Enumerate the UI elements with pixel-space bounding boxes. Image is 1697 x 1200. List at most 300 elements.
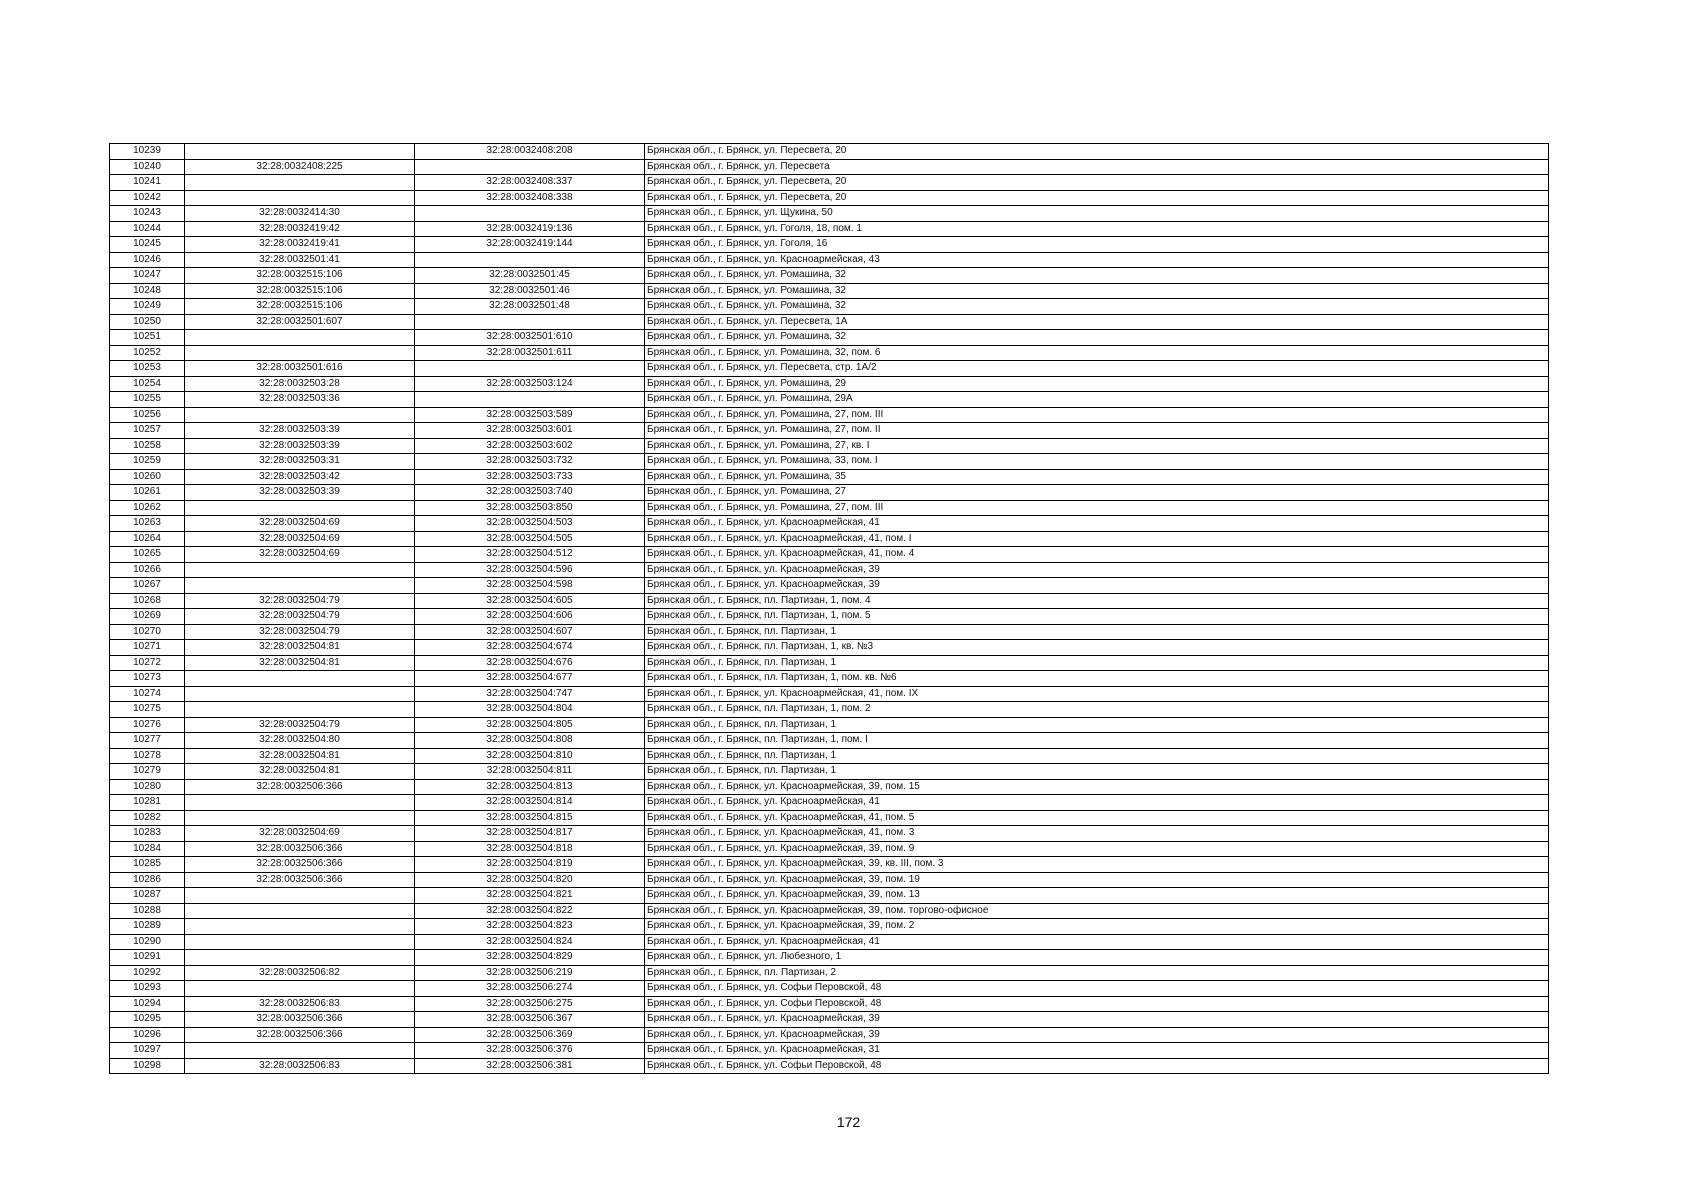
parcel-number-cell: 32:28:0032506:83 [185, 996, 415, 1012]
address-cell: Брянская обл., г. Брянск, ул. Ромашина, 35 [645, 469, 1549, 485]
object-number-cell: 32:28:0032504:598 [415, 578, 645, 594]
address-cell: Брянская обл., г. Брянск, ул. Красноармейская, 39 [645, 578, 1549, 594]
row-number-cell: 10272 [110, 655, 185, 671]
object-number-cell [415, 206, 645, 222]
address-cell: Брянская обл., г. Брянск, пл. Партизан, 1, пом. I [645, 733, 1549, 749]
address-cell: Брянская обл., г. Брянск, ул. Софьи Перовской, 48 [645, 981, 1549, 997]
object-number-cell: 32:28:0032408:337 [415, 175, 645, 191]
row-number-cell: 10298 [110, 1058, 185, 1074]
row-number-cell: 10258 [110, 438, 185, 454]
parcel-number-cell [185, 702, 415, 718]
row-number-cell: 10249 [110, 299, 185, 315]
parcel-number-cell [185, 888, 415, 904]
object-number-cell: 32:28:0032504:804 [415, 702, 645, 718]
parcel-number-cell: 32:28:0032504:79 [185, 609, 415, 625]
row-number-cell: 10243 [110, 206, 185, 222]
parcel-number-cell: 32:28:0032419:42 [185, 221, 415, 237]
parcel-number-cell [185, 190, 415, 206]
address-cell: Брянская обл., г. Брянск, ул. Щукина, 50 [645, 206, 1549, 222]
address-cell: Брянская обл., г. Брянск, ул. Ромашина, 32, пом. 6 [645, 345, 1549, 361]
object-number-cell [415, 361, 645, 377]
table-row [110, 1012, 1549, 1028]
parcel-number-cell: 32:28:0032506:366 [185, 857, 415, 873]
registry-table-body [110, 144, 1549, 1074]
object-number-cell: 32:28:0032504:503 [415, 516, 645, 532]
row-number-cell: 10251 [110, 330, 185, 346]
parcel-number-cell: 32:28:0032506:366 [185, 1027, 415, 1043]
parcel-number-cell [185, 686, 415, 702]
parcel-number-cell: 32:28:0032506:82 [185, 965, 415, 981]
table-row [110, 190, 1549, 206]
address-cell: Брянская обл., г. Брянск, пл. Партизан, 1, пом. 5 [645, 609, 1549, 625]
object-number-cell: 32:28:0032503:733 [415, 469, 645, 485]
row-number-cell: 10247 [110, 268, 185, 284]
table-row [110, 314, 1549, 330]
object-number-cell: 32:28:0032504:819 [415, 857, 645, 873]
row-number-cell: 10271 [110, 640, 185, 656]
object-number-cell: 32:28:0032504:815 [415, 810, 645, 826]
address-cell: Брянская обл., г. Брянск, ул. Красноармейская, 41 [645, 795, 1549, 811]
table-row [110, 903, 1549, 919]
table-row [110, 934, 1549, 950]
row-number-cell: 10262 [110, 500, 185, 516]
table-row [110, 330, 1549, 346]
parcel-number-cell [185, 950, 415, 966]
table-row [110, 237, 1549, 253]
row-number-cell: 10283 [110, 826, 185, 842]
address-cell: Брянская обл., г. Брянск, ул. Гоголя, 18, пом. 1 [645, 221, 1549, 237]
row-number-cell: 10267 [110, 578, 185, 594]
address-cell: Брянская обл., г. Брянск, ул. Ромашина, 27, кв. I [645, 438, 1549, 454]
table-row [110, 392, 1549, 408]
object-number-cell: 32:28:0032504:814 [415, 795, 645, 811]
table-row [110, 795, 1549, 811]
object-number-cell: 32:28:0032408:208 [415, 144, 645, 160]
address-cell: Брянская обл., г. Брянск, ул. Ромашина, 27, пом. II [645, 423, 1549, 439]
parcel-number-cell: 32:28:0032503:28 [185, 376, 415, 392]
object-number-cell: 32:28:0032501:46 [415, 283, 645, 299]
table-row [110, 175, 1549, 191]
table-row [110, 841, 1549, 857]
row-number-cell: 10244 [110, 221, 185, 237]
table-row [110, 950, 1549, 966]
address-cell: Брянская обл., г. Брянск, пл. Партизан, 1, пом. 2 [645, 702, 1549, 718]
parcel-number-cell: 32:28:0032408:225 [185, 159, 415, 175]
parcel-number-cell: 32:28:0032504:69 [185, 547, 415, 563]
parcel-number-cell [185, 919, 415, 935]
parcel-number-cell [185, 795, 415, 811]
row-number-cell: 10240 [110, 159, 185, 175]
row-number-cell: 10275 [110, 702, 185, 718]
address-cell: Брянская обл., г. Брянск, пл. Партизан, 1, кв. №3 [645, 640, 1549, 656]
row-number-cell: 10293 [110, 981, 185, 997]
parcel-number-cell: 32:28:0032504:81 [185, 640, 415, 656]
address-cell: Брянская обл., г. Брянск, ул. Ромашина, 33, пом. I [645, 454, 1549, 470]
object-number-cell: 32:28:0032504:605 [415, 593, 645, 609]
address-cell: Брянская обл., г. Брянск, ул. Софьи Перовской, 48 [645, 1058, 1549, 1074]
table-row [110, 764, 1549, 780]
address-cell: Брянская обл., г. Брянск, ул. Красноармейская, 41, пом. 3 [645, 826, 1549, 842]
page-number: 172 [836, 1114, 861, 1130]
address-cell: Брянская обл., г. Брянск, пл. Партизан, 1 [645, 748, 1549, 764]
row-number-cell: 10280 [110, 779, 185, 795]
object-number-cell: 32:28:0032504:606 [415, 609, 645, 625]
parcel-number-cell [185, 144, 415, 160]
object-number-cell: 32:28:0032504:747 [415, 686, 645, 702]
address-cell: Брянская обл., г. Брянск, ул. Ромашина, 32 [645, 330, 1549, 346]
address-cell: Брянская обл., г. Брянск, пл. Партизан, 1 [645, 655, 1549, 671]
row-number-cell: 10268 [110, 593, 185, 609]
table-row [110, 578, 1549, 594]
table-row [110, 996, 1549, 1012]
table-row [110, 1027, 1549, 1043]
address-cell: Брянская обл., г. Брянск, пл. Партизан, 1 [645, 624, 1549, 640]
address-cell: Брянская обл., г. Брянск, ул. Красноармейская, 41, пом. I [645, 531, 1549, 547]
row-number-cell: 10277 [110, 733, 185, 749]
parcel-number-cell: 32:28:0032515:106 [185, 268, 415, 284]
object-number-cell: 32:28:0032503:589 [415, 407, 645, 423]
object-number-cell: 32:28:0032504:677 [415, 671, 645, 687]
table-row [110, 965, 1549, 981]
row-number-cell: 10279 [110, 764, 185, 780]
parcel-number-cell: 32:28:0032501:616 [185, 361, 415, 377]
table-row [110, 733, 1549, 749]
row-number-cell: 10253 [110, 361, 185, 377]
table-row [110, 268, 1549, 284]
table-row [110, 144, 1549, 160]
parcel-number-cell [185, 500, 415, 516]
object-number-cell [415, 392, 645, 408]
address-cell: Брянская обл., г. Брянск, ул. Красноармейская, 39, кв. III, пом. 3 [645, 857, 1549, 873]
parcel-number-cell: 32:28:0032501:41 [185, 252, 415, 268]
parcel-number-cell: 32:28:0032503:42 [185, 469, 415, 485]
parcel-number-cell: 32:28:0032506:366 [185, 841, 415, 857]
table-row [110, 454, 1549, 470]
parcel-number-cell: 32:28:0032503:39 [185, 485, 415, 501]
table-row [110, 624, 1549, 640]
address-cell: Брянская обл., г. Брянск, ул. Пересвета, 20 [645, 144, 1549, 160]
row-number-cell: 10288 [110, 903, 185, 919]
row-number-cell: 10263 [110, 516, 185, 532]
row-number-cell: 10242 [110, 190, 185, 206]
row-number-cell: 10254 [110, 376, 185, 392]
address-cell: Брянская обл., г. Брянск, пл. Партизан, 1 [645, 764, 1549, 780]
table-row [110, 981, 1549, 997]
row-number-cell: 10296 [110, 1027, 185, 1043]
address-cell: Брянская обл., г. Брянск, ул. Красноармейская, 39 [645, 1027, 1549, 1043]
row-number-cell: 10278 [110, 748, 185, 764]
address-cell: Брянская обл., г. Брянск, ул. Красноармейская, 39, пом. 19 [645, 872, 1549, 888]
address-cell: Брянская обл., г. Брянск, ул. Красноармейская, 39, пом. торгово-офисное [645, 903, 1549, 919]
table-row [110, 702, 1549, 718]
row-number-cell: 10264 [110, 531, 185, 547]
row-number-cell: 10289 [110, 919, 185, 935]
row-number-cell: 10261 [110, 485, 185, 501]
object-number-cell: 32:28:0032503:601 [415, 423, 645, 439]
object-number-cell: 32:28:0032506:369 [415, 1027, 645, 1043]
table-row [110, 779, 1549, 795]
table-row [110, 1058, 1549, 1074]
row-number-cell: 10294 [110, 996, 185, 1012]
parcel-number-cell [185, 671, 415, 687]
object-number-cell: 32:28:0032504:607 [415, 624, 645, 640]
object-number-cell: 32:28:0032504:823 [415, 919, 645, 935]
row-number-cell: 10274 [110, 686, 185, 702]
table-row [110, 872, 1549, 888]
table-row [110, 361, 1549, 377]
address-cell: Брянская обл., г. Брянск, ул. Ромашина, 27, пом. III [645, 407, 1549, 423]
parcel-number-cell [185, 330, 415, 346]
table-row [110, 609, 1549, 625]
row-number-cell: 10239 [110, 144, 185, 160]
object-number-cell: 32:28:0032506:381 [415, 1058, 645, 1074]
address-cell: Брянская обл., г. Брянск, ул. Пересвета, стр. 1А/2 [645, 361, 1549, 377]
parcel-number-cell [185, 578, 415, 594]
object-number-cell: 32:28:0032419:144 [415, 237, 645, 253]
row-number-cell: 10291 [110, 950, 185, 966]
parcel-number-cell: 32:28:0032503:31 [185, 454, 415, 470]
parcel-number-cell [185, 981, 415, 997]
table-row [110, 376, 1549, 392]
address-cell: Брянская обл., г. Брянск, ул. Пересвета, 20 [645, 175, 1549, 191]
parcel-number-cell: 32:28:0032506:366 [185, 779, 415, 795]
address-cell: Брянская обл., г. Брянск, ул. Красноармейская, 41, пом. 4 [645, 547, 1549, 563]
address-cell: Брянская обл., г. Брянск, пл. Партизан, 1, пом. кв. №6 [645, 671, 1549, 687]
parcel-number-cell [185, 934, 415, 950]
row-number-cell: 10246 [110, 252, 185, 268]
object-number-cell: 32:28:0032504:817 [415, 826, 645, 842]
row-number-cell: 10265 [110, 547, 185, 563]
row-number-cell: 10259 [110, 454, 185, 470]
object-number-cell [415, 159, 645, 175]
table-row [110, 810, 1549, 826]
address-cell: Брянская обл., г. Брянск, ул. Ромашина, 27, пом. III [645, 500, 1549, 516]
table-row [110, 283, 1549, 299]
table-row [110, 562, 1549, 578]
object-number-cell: 32:28:0032504:813 [415, 779, 645, 795]
table-row [110, 717, 1549, 733]
parcel-number-cell: 32:28:0032414:30 [185, 206, 415, 222]
row-number-cell: 10245 [110, 237, 185, 253]
table-row [110, 252, 1549, 268]
parcel-number-cell: 32:28:0032504:69 [185, 531, 415, 547]
object-number-cell: 32:28:0032504:824 [415, 934, 645, 950]
address-cell: Брянская обл., г. Брянск, ул. Софьи Перовской, 48 [645, 996, 1549, 1012]
parcel-number-cell [185, 407, 415, 423]
table-row [110, 500, 1549, 516]
parcel-number-cell: 32:28:0032504:79 [185, 624, 415, 640]
row-number-cell: 10276 [110, 717, 185, 733]
row-number-cell: 10269 [110, 609, 185, 625]
table-row [110, 516, 1549, 532]
object-number-cell: 32:28:0032501:610 [415, 330, 645, 346]
object-number-cell: 32:28:0032408:338 [415, 190, 645, 206]
table-row [110, 206, 1549, 222]
address-cell: Брянская обл., г. Брянск, ул. Ромашина, 32 [645, 268, 1549, 284]
address-cell: Брянская обл., г. Брянск, ул. Красноармейская, 41, пом. IX [645, 686, 1549, 702]
object-number-cell: 32:28:0032504:829 [415, 950, 645, 966]
row-number-cell: 10248 [110, 283, 185, 299]
address-cell: Брянская обл., г. Брянск, ул. Ромашина, 32 [645, 283, 1549, 299]
table-row [110, 531, 1549, 547]
address-cell: Брянская обл., г. Брянск, ул. Ромашина, 27 [645, 485, 1549, 501]
parcel-number-cell: 32:28:0032504:80 [185, 733, 415, 749]
row-number-cell: 10287 [110, 888, 185, 904]
parcel-number-cell: 32:28:0032504:69 [185, 516, 415, 532]
parcel-number-cell: 32:28:0032504:69 [185, 826, 415, 842]
row-number-cell: 10292 [110, 965, 185, 981]
address-cell: Брянская обл., г. Брянск, ул. Красноармейская, 39, пом. 15 [645, 779, 1549, 795]
parcel-number-cell: 32:28:0032515:106 [185, 299, 415, 315]
object-number-cell: 32:28:0032504:805 [415, 717, 645, 733]
object-number-cell: 32:28:0032503:602 [415, 438, 645, 454]
table-row [110, 423, 1549, 439]
table-row [110, 748, 1549, 764]
parcel-number-cell: 32:28:0032504:79 [185, 593, 415, 609]
row-number-cell: 10266 [110, 562, 185, 578]
table-row [110, 469, 1549, 485]
object-number-cell: 32:28:0032501:48 [415, 299, 645, 315]
table-row [110, 826, 1549, 842]
address-cell: Брянская обл., г. Брянск, ул. Красноармейская, 39, пом. 2 [645, 919, 1549, 935]
row-number-cell: 10290 [110, 934, 185, 950]
object-number-cell: 32:28:0032503:740 [415, 485, 645, 501]
address-cell: Брянская обл., г. Брянск, ул. Ромашина, 29А [645, 392, 1549, 408]
parcel-number-cell: 32:28:0032503:36 [185, 392, 415, 408]
object-number-cell: 32:28:0032504:820 [415, 872, 645, 888]
parcel-number-cell: 32:28:0032503:39 [185, 423, 415, 439]
table-row [110, 407, 1549, 423]
object-number-cell: 32:28:0032504:821 [415, 888, 645, 904]
address-cell: Брянская обл., г. Брянск, ул. Пересвета [645, 159, 1549, 175]
row-number-cell: 10286 [110, 872, 185, 888]
table-row [110, 345, 1549, 361]
table-row [110, 888, 1549, 904]
parcel-number-cell: 32:28:0032515:106 [185, 283, 415, 299]
address-cell: Брянская обл., г. Брянск, ул. Красноармейская, 41 [645, 516, 1549, 532]
registry-table [109, 143, 1549, 1074]
parcel-number-cell: 32:28:0032506:366 [185, 1012, 415, 1028]
object-number-cell: 32:28:0032501:45 [415, 268, 645, 284]
address-cell: Брянская обл., г. Брянск, ул. Любезного, 1 [645, 950, 1549, 966]
parcel-number-cell [185, 562, 415, 578]
row-number-cell: 10285 [110, 857, 185, 873]
parcel-number-cell: 32:28:0032419:41 [185, 237, 415, 253]
table-row [110, 485, 1549, 501]
address-cell: Брянская обл., г. Брянск, ул. Гоголя, 16 [645, 237, 1549, 253]
parcel-number-cell [185, 345, 415, 361]
object-number-cell: 32:28:0032503:850 [415, 500, 645, 516]
object-number-cell: 32:28:0032506:367 [415, 1012, 645, 1028]
parcel-number-cell: 32:28:0032501:607 [185, 314, 415, 330]
row-number-cell: 10270 [110, 624, 185, 640]
table-row [110, 686, 1549, 702]
address-cell: Брянская обл., г. Брянск, ул. Красноармейская, 39 [645, 1012, 1549, 1028]
object-number-cell: 32:28:0032419:136 [415, 221, 645, 237]
object-number-cell: 32:28:0032504:505 [415, 531, 645, 547]
address-cell: Брянская обл., г. Брянск, ул. Красноармейская, 41 [645, 934, 1549, 950]
object-number-cell: 32:28:0032504:811 [415, 764, 645, 780]
row-number-cell: 10295 [110, 1012, 185, 1028]
table-row [110, 438, 1549, 454]
object-number-cell: 32:28:0032501:611 [415, 345, 645, 361]
object-number-cell: 32:28:0032503:124 [415, 376, 645, 392]
parcel-number-cell: 32:28:0032504:81 [185, 748, 415, 764]
object-number-cell: 32:28:0032504:674 [415, 640, 645, 656]
object-number-cell: 32:28:0032506:376 [415, 1043, 645, 1059]
object-number-cell: 32:28:0032506:274 [415, 981, 645, 997]
table-row [110, 1043, 1549, 1059]
object-number-cell: 32:28:0032503:732 [415, 454, 645, 470]
address-cell: Брянская обл., г. Брянск, ул. Пересвета, 1А [645, 314, 1549, 330]
row-number-cell: 10281 [110, 795, 185, 811]
address-cell: Брянская обл., г. Брянск, ул. Красноармейская, 43 [645, 252, 1549, 268]
object-number-cell [415, 314, 645, 330]
parcel-number-cell [185, 175, 415, 191]
table-row [110, 221, 1549, 237]
row-number-cell: 10297 [110, 1043, 185, 1059]
address-cell: Брянская обл., г. Брянск, пл. Партизан, 1, пом. 4 [645, 593, 1549, 609]
table-row [110, 919, 1549, 935]
address-cell: Брянская обл., г. Брянск, ул. Красноармейская, 31 [645, 1043, 1549, 1059]
row-number-cell: 10256 [110, 407, 185, 423]
row-number-cell: 10255 [110, 392, 185, 408]
row-number-cell: 10252 [110, 345, 185, 361]
object-number-cell: 32:28:0032504:822 [415, 903, 645, 919]
table-row [110, 593, 1549, 609]
table-row [110, 640, 1549, 656]
address-cell: Брянская обл., г. Брянск, ул. Пересвета, 20 [645, 190, 1549, 206]
address-cell: Брянская обл., г. Брянск, пл. Партизан, 2 [645, 965, 1549, 981]
row-number-cell: 10260 [110, 469, 185, 485]
object-number-cell: 32:28:0032506:219 [415, 965, 645, 981]
parcel-number-cell [185, 1043, 415, 1059]
object-number-cell: 32:28:0032504:512 [415, 547, 645, 563]
table-row [110, 671, 1549, 687]
table-row [110, 655, 1549, 671]
parcel-number-cell: 32:28:0032506:83 [185, 1058, 415, 1074]
address-cell: Брянская обл., г. Брянск, ул. Красноармейская, 39, пом. 9 [645, 841, 1549, 857]
parcel-number-cell [185, 810, 415, 826]
table-row [110, 159, 1549, 175]
row-number-cell: 10250 [110, 314, 185, 330]
parcel-number-cell: 32:28:0032504:81 [185, 764, 415, 780]
row-number-cell: 10284 [110, 841, 185, 857]
address-cell: Брянская обл., г. Брянск, пл. Партизан, 1 [645, 717, 1549, 733]
parcel-number-cell [185, 903, 415, 919]
object-number-cell: 32:28:0032504:676 [415, 655, 645, 671]
address-cell: Брянская обл., г. Брянск, ул. Ромашина, 29 [645, 376, 1549, 392]
address-cell: Брянская обл., г. Брянск, ул. Красноармейская, 39, пом. 13 [645, 888, 1549, 904]
row-number-cell: 10241 [110, 175, 185, 191]
row-number-cell: 10273 [110, 671, 185, 687]
parcel-number-cell: 32:28:0032503:39 [185, 438, 415, 454]
object-number-cell: 32:28:0032506:275 [415, 996, 645, 1012]
address-cell: Брянская обл., г. Брянск, ул. Красноармейская, 39 [645, 562, 1549, 578]
table-row [110, 857, 1549, 873]
row-number-cell: 10257 [110, 423, 185, 439]
object-number-cell: 32:28:0032504:818 [415, 841, 645, 857]
address-cell: Брянская обл., г. Брянск, ул. Красноармейская, 41, пом. 5 [645, 810, 1549, 826]
object-number-cell [415, 252, 645, 268]
object-number-cell: 32:28:0032504:810 [415, 748, 645, 764]
table-row [110, 299, 1549, 315]
parcel-number-cell: 32:28:0032504:81 [185, 655, 415, 671]
object-number-cell: 32:28:0032504:596 [415, 562, 645, 578]
address-cell: Брянская обл., г. Брянск, ул. Ромашина, 32 [645, 299, 1549, 315]
table-row [110, 547, 1549, 563]
object-number-cell: 32:28:0032504:808 [415, 733, 645, 749]
